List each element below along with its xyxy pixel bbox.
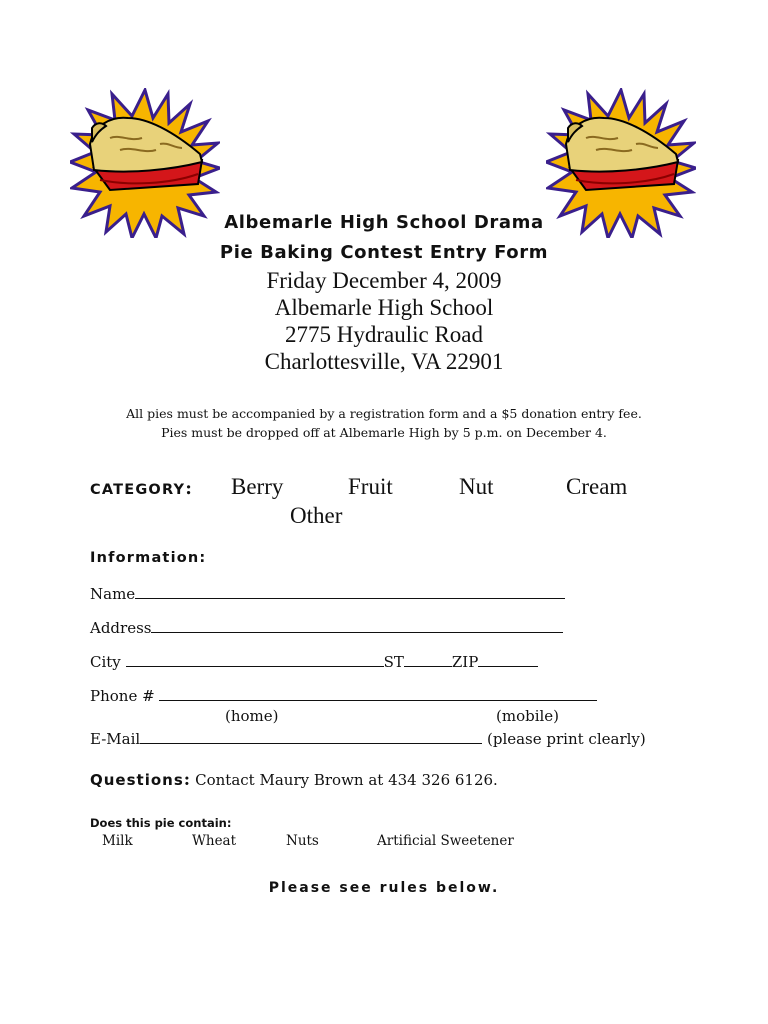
rules-note: Please see rules below. — [268, 880, 500, 896]
mobile-label: (mobile) — [496, 707, 560, 725]
phone-field[interactable] — [159, 685, 597, 701]
contains-option-milk[interactable]: Milk — [102, 833, 133, 849]
city-field[interactable] — [126, 651, 384, 667]
event-street: 2775 Hydraulic Road — [284, 322, 483, 347]
questions-label: Questions — [90, 771, 184, 789]
information-heading: Information: — [90, 550, 207, 566]
questions-colon: : — [183, 770, 191, 790]
dropoff-note: Pies must be dropped off at Albemarle High by 5 p.m. on December 4. — [161, 425, 607, 440]
zip-field[interactable] — [478, 651, 538, 667]
category-option-nut[interactable]: Nut — [459, 474, 494, 499]
home-label: (home) — [225, 707, 279, 725]
form-title-line2: Pie Baking Contest Entry Form — [219, 242, 549, 263]
city-row — [90, 651, 538, 672]
name-field[interactable] — [135, 583, 565, 599]
phone-label: Phone # — [90, 687, 155, 705]
category-option-other[interactable]: Other — [290, 503, 343, 528]
state-label: ST — [383, 653, 404, 671]
email-note: (please print clearly) — [486, 730, 646, 748]
email-field[interactable] — [140, 728, 482, 744]
form-title-line1: Albemarle High School Drama — [224, 212, 544, 233]
state-field[interactable] — [404, 651, 452, 667]
event-city: Charlottesville, VA 22901 — [264, 349, 504, 374]
address-row — [90, 617, 563, 638]
questions-contact: Contact Maury Brown at 434 326 6126. — [195, 771, 498, 789]
name-label: Name — [90, 585, 136, 603]
contains-option-nuts[interactable]: Nuts — [286, 833, 319, 849]
fee-note: All pies must be accompanied by a registration form and a $5 donation entry fee. — [126, 406, 642, 421]
phone-row — [90, 685, 597, 706]
category-option-cream[interactable]: Cream — [566, 474, 628, 499]
event-date: Friday December 4, 2009 — [266, 268, 502, 293]
city-label: City — [90, 653, 121, 671]
event-venue: Albemarle High School — [274, 295, 494, 320]
contains-option-wheat[interactable]: Wheat — [192, 833, 237, 849]
category-option-fruit[interactable]: Fruit — [348, 474, 393, 499]
questions-row — [90, 770, 498, 790]
name-row — [90, 583, 565, 604]
contains-option-artificial-sweetener[interactable]: Artificial Sweetener — [377, 833, 514, 849]
category-label-text: CATEGORY — [90, 482, 186, 498]
email-row — [90, 728, 646, 749]
address-label: Address — [90, 619, 152, 637]
zip-label: ZIP — [451, 653, 479, 671]
contains-heading: Does this pie contain: — [90, 816, 232, 830]
category-option-berry[interactable]: Berry — [231, 474, 284, 499]
category-label — [90, 478, 192, 499]
category-colon: : — [185, 478, 192, 499]
email-label: E-Mail — [90, 730, 141, 748]
address-field[interactable] — [151, 617, 563, 633]
